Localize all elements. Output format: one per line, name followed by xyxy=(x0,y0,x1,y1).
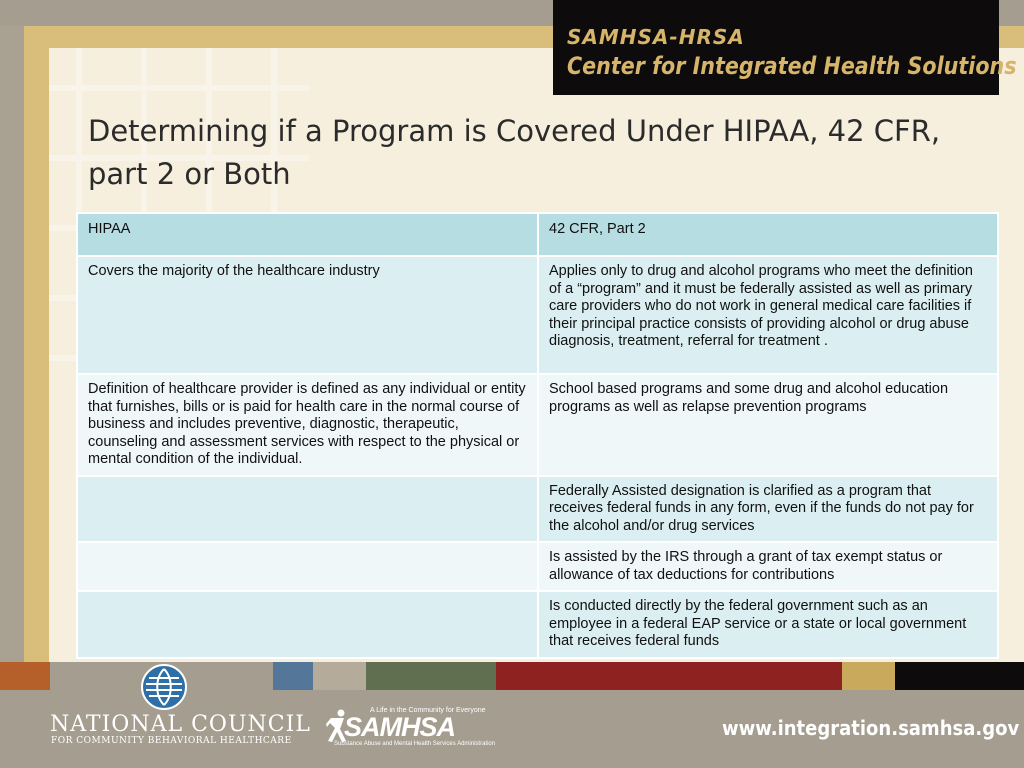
header-cell-42cfr: 42 CFR, Part 2 xyxy=(538,213,998,256)
samhsa-tagline: A Life in the Community for Everyone xyxy=(370,707,486,714)
header-center-line: Center for Integrated Health Solutions xyxy=(567,52,1017,80)
color-stripe xyxy=(0,662,50,690)
table-cell xyxy=(77,591,538,658)
color-stripe xyxy=(366,662,496,690)
table-row xyxy=(77,591,998,658)
table-row xyxy=(77,256,998,374)
comparison-table xyxy=(76,212,999,659)
table-cell: Covers the majority of the healthcare industry xyxy=(77,256,538,374)
header-cell-hipaa: HIPAA xyxy=(77,213,538,256)
header-org-line: SAMHSA-HRSA xyxy=(567,25,745,49)
table-cell xyxy=(77,476,538,543)
table-cell: Is assisted by the IRS through a grant of tax exempt status or allowance of tax deductions for contributions xyxy=(538,542,998,591)
cihs-header-banner xyxy=(553,0,1017,95)
table-row xyxy=(77,542,998,591)
table-cell xyxy=(77,542,538,591)
table-cell: Definition of healthcare provider is defined as any individual or entity that furnishes, bills or is paid for health care in the normal course of business and includes preventive, diagnostic, therapeutic, counseling and assessment services with respect to the physical or mental condition of the individual. xyxy=(77,374,538,476)
table-cell: Federally Assisted designation is clarified as a program that receives federal funds in any form, even if the funds do not pay for the alcohol and/or drug services xyxy=(538,476,998,543)
table-cell: School based programs and some drug and alcohol education programs as well as relapse prevention programs xyxy=(538,374,998,476)
national-council-subtitle: FOR COMMUNITY BEHAVIORAL HEALTHCARE xyxy=(51,736,292,746)
national-council-globe-icon xyxy=(141,664,187,710)
color-stripe xyxy=(842,662,895,690)
slide-title: Determining if a Program is Covered Under HIPAA, 42 CFR, part 2 or Both xyxy=(88,114,941,191)
table-row xyxy=(77,476,998,543)
table-cell: Is conducted directly by the federal government such as an employee in a federal EAP service or a state or local government that receives federal funds xyxy=(538,591,998,658)
table-cell: Applies only to drug and alcohol programs who meet the definition of a “program” and it must be federally assisted as well as primary care providers who do not work in general medical care facilities if their principal practice consists of providing alcohol or drug abuse diagnosis, treatment, referral for treatment . xyxy=(538,256,998,374)
color-stripe xyxy=(895,662,1024,690)
table-header-row xyxy=(77,213,998,256)
color-stripe xyxy=(313,662,366,690)
website-url: www.integration.samhsa.gov xyxy=(722,716,1020,740)
table-row xyxy=(77,374,998,476)
color-stripe xyxy=(746,662,842,690)
color-stripe xyxy=(273,662,313,690)
samhsa-full-name: Substance Abuse and Mental Health Services Administration xyxy=(334,741,496,747)
national-council-title: NATIONAL COUNCIL xyxy=(50,712,311,737)
samhsa-logo-text: SAMHSA xyxy=(344,712,456,742)
color-stripe xyxy=(496,662,746,690)
